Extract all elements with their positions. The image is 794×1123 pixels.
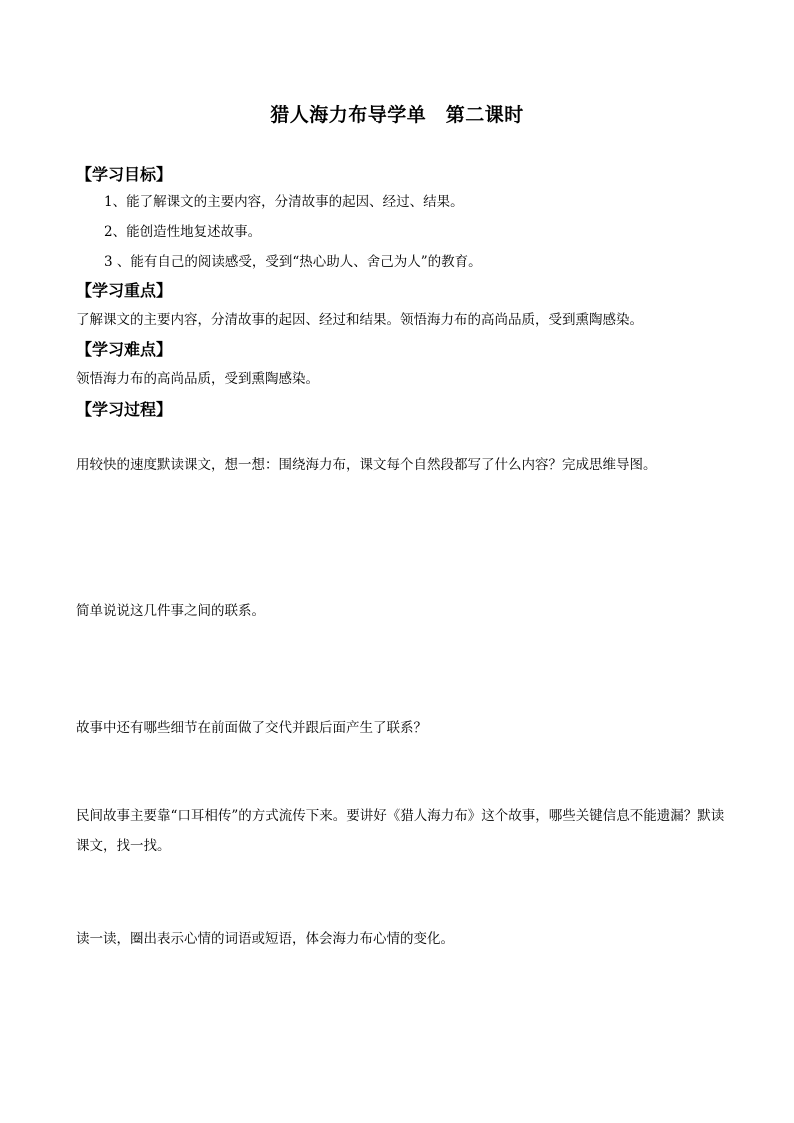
difficulty-heading: 【学习难点】	[76, 340, 173, 359]
document-title: 猎人海力布导学单 第二课时	[270, 104, 524, 126]
process-heading: 【学习过程】	[76, 400, 173, 419]
task-emotions: 读一读，圈出表示心情的词语或短语，体会海力布心情的变化。	[76, 931, 454, 947]
focus-text: 了解课文的主要内容，分清故事的起因、经过和结果。领悟海力布的高尚品质，受到熏陶感染。	[76, 312, 643, 328]
task-key-info: 民间故事主要靠“口耳相传”的方式流传下来。要讲好《猎人海力布》这个故事，哪些关键信息不能遗漏？默读课文，找一找。	[76, 808, 725, 854]
difficulty-text: 领悟海力布的高尚品质，受到熏陶感染。	[76, 371, 319, 387]
goal-item-1: 1、能了解课文的主要内容，分清故事的起因、经过、结果。	[104, 194, 464, 210]
task-details: 故事中还有哪些细节在前面做了交代并跟后面产生了联系？	[76, 720, 427, 736]
task-mind-map: 用较快的速度默读课文，想一想：围绕海力布，课文每个自然段都写了什么内容？完成思维导图。	[76, 457, 657, 473]
goal-item-2: 2、能创造性地复述故事。	[104, 224, 262, 240]
goals-heading: 【学习目标】	[76, 165, 173, 184]
goal-item-3: 3 、能有自己的阅读感受，受到“热心助人、舍己为人”的教育。	[104, 254, 482, 270]
focus-heading: 【学习重点】	[76, 281, 173, 300]
task-connections: 简单说说这几件事之间的联系。	[76, 603, 265, 619]
